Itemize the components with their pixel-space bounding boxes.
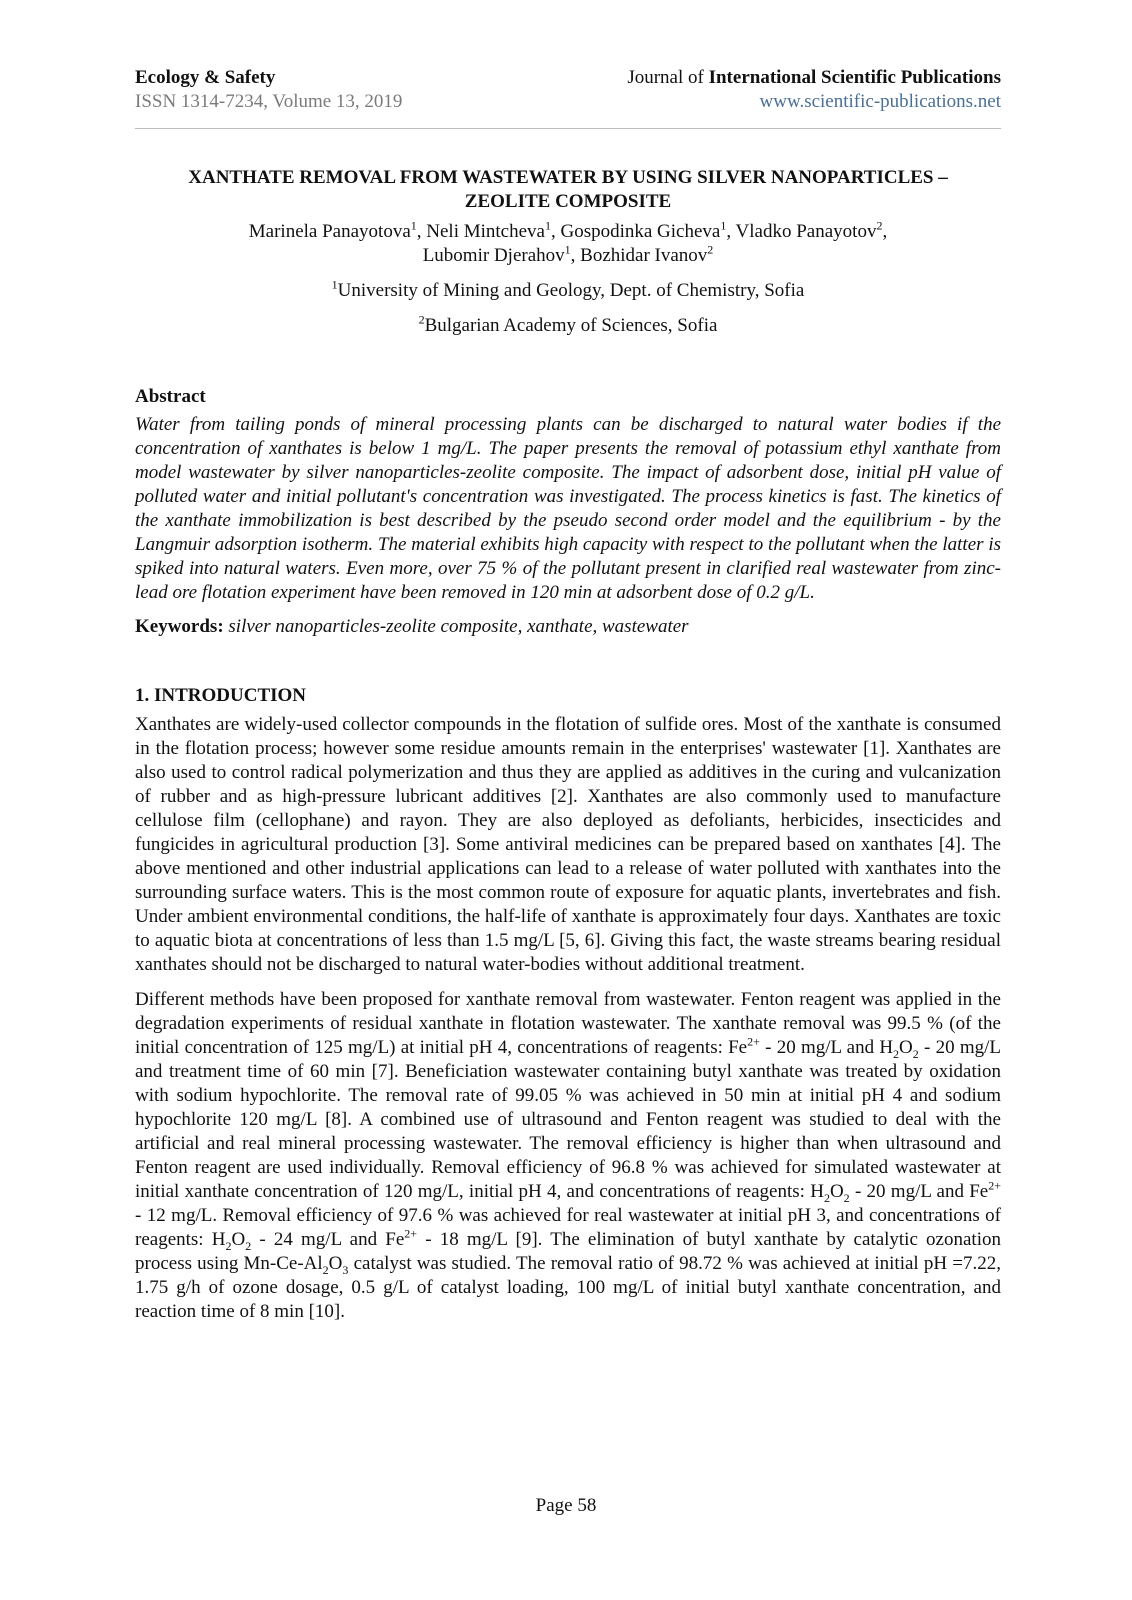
header-right xyxy=(627,66,1001,114)
author-affiliation-mark: 2 xyxy=(876,218,883,233)
journal-title xyxy=(627,66,1001,90)
superscript: 2+ xyxy=(404,1226,418,1241)
abstract-text: Water from tailing ponds of mineral processing plants can be discharged to natural water bodies if the concentration of xanthates is below 1 mg/L. The paper presents the removal of potassium ethyl xanthate from model wastewater by silver nanoparticles-zeolite composite. The impact of adsorbent dose, initial pH value of polluted water and initial pollutant's concentration was investigated. The process kinetics is fast. The kinetics of the xanthate immobilization is best described by the pseudo second order model and the equilibrium - by the Langmuir adsorption isotherm. The material exhibits high capacity with respect to the pollutant when the latter is spiked into natural waters. Even more, over 75 % of the pollutant present in clarified real wastewater from zinc-lead ore flotation experiment have been removed in 120 min at adsorbent dose of 0.2 g/L. xyxy=(135,414,1001,603)
title-line-1: XANTHATE REMOVAL FROM WASTEWATER BY USING SILVER NANOPARTICLES – xyxy=(188,167,948,188)
author-name: Lubomir Djerahov xyxy=(422,245,565,266)
subscript: 2 xyxy=(225,1238,232,1253)
subscript: 2 xyxy=(912,1046,919,1061)
text-run: - 20 mg/L and H xyxy=(759,1037,894,1058)
subscript: 2 xyxy=(893,1046,900,1061)
keywords-label: Keywords: xyxy=(135,616,224,637)
issn-volume: ISSN 1314-7234, Volume 13, 2019 xyxy=(135,91,403,112)
superscript: 2+ xyxy=(988,1178,1002,1193)
running-header xyxy=(135,66,1001,114)
title-line-2: ZEOLITE COMPOSITE xyxy=(464,191,672,212)
affiliation-text: Bulgarian Academy of Sciences, Sofia xyxy=(424,315,718,336)
header-divider xyxy=(135,128,1001,129)
text-run: O xyxy=(231,1229,246,1250)
text-run: - 18 mg/L [9]. The elimination of butyl xanthate by catalytic ozonation process using Mn-Ce-Al xyxy=(135,1229,1001,1274)
abstract-heading: Abstract xyxy=(135,386,206,407)
subscript: 2 xyxy=(322,1262,329,1277)
intro-paragraph-2 xyxy=(135,988,1001,1324)
intro-paragraph-1: Xanthates are widely-used collector compounds in the flotation of sulfide ores. Most of the xanthate is consumed in the flotation process; however some residue amounts remain in the enterprises' wastewater [1]. Xanthates are also used to control radical polymerization and thus they are applied as additives in the curing and vulcanization of rubber and as high-pressure lubricant additives [2]. Xanthates are also commonly used to manufacture cellulose film (cellophane) and rayon. They are also deployed as defoliants, herbicides, insecticides and fungicides in agricultural production [3]. Some antiviral medicines can be prepared based on xanthates [4]. The above mentioned and other industrial applications can lead to a release of water polluted with xanthates into the surrounding surface waters. This is the most common route of exposure for aquatic plants, invertebrates and fish. Under ambient environmental conditions, the half-life of xanthate is approximately four days. Xanthates are toxic to aquatic biota at concentrations of less than 1.5 mg/L [5, 6]. Giving this fact, the waste streams bearing residual xanthates should not be discharged to natural water-bodies without additional treatment. xyxy=(135,714,1001,975)
introduction-heading: 1. INTRODUCTION xyxy=(135,685,307,706)
author-name: Gospodinka Gicheva xyxy=(560,221,721,242)
journal-name: International Scientific Publications xyxy=(708,67,1001,88)
author-affiliation-mark: 1 xyxy=(544,218,551,233)
text-run: Different methods have been proposed for xanthate removal from wastewater. Fenton reagent was applied in the degradation experiments of residual xanthate in flotation wastewater. The xanthate removal was 99.5 % (of the initial concentration of 125 mg/L) at initial pH 4, concentrations of reagents: Fe xyxy=(135,989,1001,1058)
affiliation-mark: 2 xyxy=(418,312,425,327)
author-name: Vladko Panayotov xyxy=(735,221,877,242)
affiliation-1 xyxy=(135,279,1001,303)
header-left xyxy=(135,66,402,114)
affiliation-text: University of Mining and Geology, Dept. of Chemistry, Sofia xyxy=(337,280,805,301)
keywords-line xyxy=(135,615,1001,639)
journal-short-name: Ecology & Safety xyxy=(135,67,276,88)
text-run: O xyxy=(829,1181,844,1202)
author-affiliation-mark: 1 xyxy=(410,218,417,233)
text-run: O xyxy=(899,1037,913,1058)
superscript: 2+ xyxy=(747,1034,760,1049)
author-list xyxy=(135,220,1001,268)
author-name: Neli Mintcheva xyxy=(426,221,545,242)
author-affiliation-mark: 2 xyxy=(707,242,714,257)
text-run: - 24 mg/L and Fe xyxy=(251,1229,405,1250)
paper-title xyxy=(135,166,1001,214)
subscript: 2 xyxy=(823,1190,830,1205)
subscript: 3 xyxy=(342,1262,349,1277)
text-run: - 12 mg/L. Removal efficiency of 97.6 % was achieved for real wastewater at initial pH 3, and concentrations of reagents: H xyxy=(135,1205,1001,1250)
text-run: - 20 mg/L and treatment time of 60 min [7]. Beneficiation wastewater containing butyl xanthate was treated by oxidation with sodium hypochlorite. The removal rate of 99.05 % was achieved in 50 min at initial pH 4 and sodium hypochlorite 120 mg/L [8]. A combined use of ultrasound and Fenton reagent was studied to deal with the artificial and real mineral processing wastewater. The removal efficiency is higher than when ultrasound and Fenton reagent are used individually. Removal efficiency of 96.8 % was achieved for simulated wastewater at initial xanthate concentration of 120 mg/L, initial pH 4, and concentrations of reagents: H xyxy=(135,1037,1001,1202)
author-line-2: Lubomir Djerahov$^1$, Bozhidar Ivanov$^2$ xyxy=(422,242,714,266)
journal-prefix: Journal of xyxy=(627,67,709,88)
affiliation-mark: 1 xyxy=(331,277,338,292)
subscript: 2 xyxy=(843,1190,850,1205)
subscript: 2 xyxy=(245,1238,252,1253)
author-name: Marinela Panayotova xyxy=(248,221,411,242)
text-run: catalyst was studied. The removal ratio of 98.72 % was achieved at initial pH =7.22, 1.75 g/h of ozone dosage, 0.5 g/L of catalyst loading, 100 mg/L of initial butyl xanthate concentration, and reaction time of 8 min [10]. xyxy=(135,1253,1001,1322)
website-link[interactable]: www.scientific-publications.net xyxy=(759,91,1001,112)
author-line-1: Marinela Panayotova$^1$, Neli Mintcheva$^1$, Gospodinka Gicheva$^1$, Vladko Panayotov$^2$, xyxy=(248,218,888,242)
author-affiliation-mark: 1 xyxy=(720,218,727,233)
author-name: Bozhidar Ivanov xyxy=(580,245,708,266)
page-content xyxy=(135,66,1001,1324)
affiliation-2 xyxy=(135,314,1001,338)
text-run: O xyxy=(328,1253,343,1274)
page-number: Page 58 xyxy=(535,1495,597,1516)
text-run: - 20 mg/L and Fe xyxy=(849,1181,989,1202)
author-affiliation-mark: 1 xyxy=(564,242,571,257)
keywords-text: silver nanoparticles-zeolite composite, xanthate, wastewater xyxy=(228,616,689,637)
